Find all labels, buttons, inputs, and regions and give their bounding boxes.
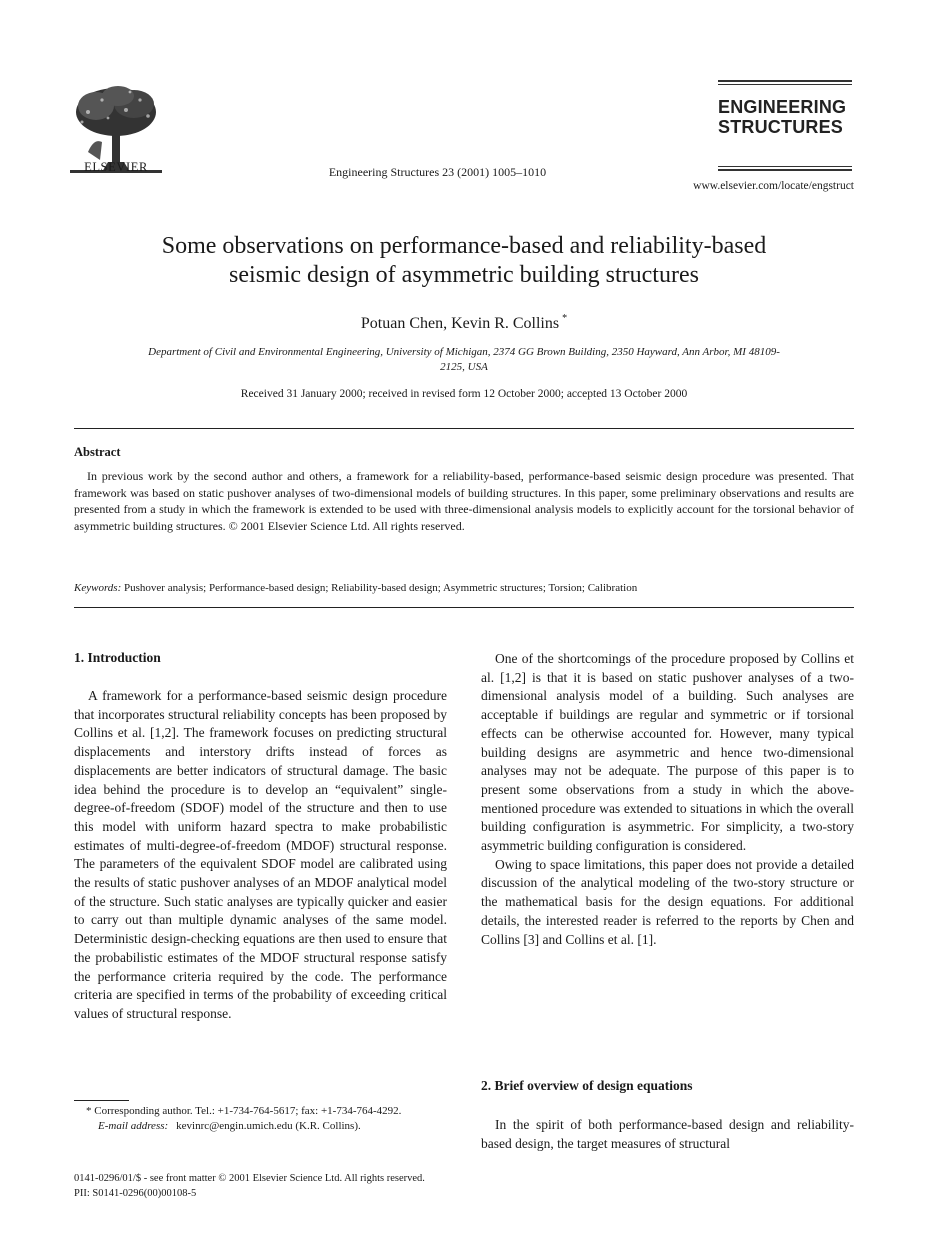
article-title [74,232,854,290]
publisher-name: ELSEVIER [84,160,148,174]
intro-paragraph-2: One of the shortcomings of the procedure proposed by Collins et al. [1,2] is that it is based on static pushover analyses of a two-dimensional analysis model of a building. Such analyses are acceptable if buildings are regular and symmetric or if torsional effects can be otherwise accounted for. However, many typical building designs are asymmetric and hence two-dimensional analyses may not be adequate. The purpose of this paper is to present some observations from a study in which the above-mentioned procedure was extended to situations in which the overall building configuration is asymmetric. For simplicity, a two-story asymmetric building configuration is considered. [481,651,854,854]
journal-logo-line-2: STRUCTURES [718,117,844,137]
abstract-text: In previous work by the second author and others, a framework for a reliability-based, performance-based seismic design procedure was presented. That framework was based on static pushover analyses of two-dimensional models of building structures. In this paper, some preliminary observations and results are presented from a study in which the framework is extended to be used with three-dimensional analysis models to explicitly account for the torsional behavior of asymmetric building structures. © 2001 Elsevier Science Ltd. All rights reserved. [74,469,854,533]
body-column-left [74,687,447,1024]
footnote-corresponding-author: * Corresponding author. Tel.: +1-734-764-5617; fax: +1-734-764-4292. [86,1105,402,1117]
pii-line: PII: S0141-0296(00)00108-5 [74,1188,197,1199]
author-list [74,313,854,333]
affiliation-line-2: 2125, USA [440,361,488,373]
journal-rule-top-thin [718,84,852,85]
abstract-bottom-rule [74,607,854,608]
page-footer [74,1171,634,1201]
journal-rule-bottom-thin [718,166,852,167]
journal-logo [718,97,852,137]
intro-paragraph-1: A framework for a performance-based seismic design procedure that incorporates structural reliability concepts has been proposed by Collins et al. [1,2]. The framework focuses on predicting structural displacements and interstory drifts instead of forces as displacements are better indicators of structural damage. The basic idea behind the procedure is to develop an “equivalent” single-degree-of-freedom (SDOF) model of the structure and then to use this model with uniform hazard spectra to make probabilistic estimates of multi-degree-of-freedom (MDOF) structural response. The parameters of the equivalent SDOF model are calibrated using the results of static pushover analyses of an MDOF analytical model of the structure. Such static analyses are typically quicker and easier to carry out than multiple dynamic analyses of the same model. Deterministic design-checking equations are then used to ensure that the probabilistic estimates of the MDOF structural response satisfy the performance criteria required by the code. The performance criteria are specified in terms of the probability of exceeding critical values of structural response. [74,688,447,1021]
journal-rule-bottom [718,169,852,171]
received-dates: Received 31 January 2000; received in revised form 12 October 2000; accepted 13 October 2000 [240,388,688,400]
copyright-line: 0141-0296/01/$ - see front matter © 2001 Elsevier Science Ltd. All rights reserved. [74,1173,425,1184]
body-column-right-section-2 [481,1116,854,1153]
keywords-label: Keywords: [74,582,122,594]
body-column-right [481,650,854,949]
email-address-link[interactable]: kevinrc@engin.umich.edu (K.R. Collins). [176,1120,361,1132]
title-line-2: seismic design of asymmetric building structures [229,262,699,288]
footnote-email [74,1119,447,1134]
abstract-top-rule [74,428,854,429]
journal-rule-top [718,80,852,82]
abstract-heading: Abstract [74,445,121,459]
title-line-1: Some observations on performance-based and reliability-based [161,233,767,259]
journal-url-link[interactable]: www.elsevier.com/locate/engstruct [693,180,854,192]
affiliation [74,345,854,375]
intro-paragraph-3: Owing to space limitations, this paper does not provide a detailed discussion of the analytical modeling of the two-story structure or the mathematical basis for the design equations. For additional details, the interested reader is referred to the reports by Chen and Collins [3] and Collins et al. [1]. [481,856,854,947]
affiliation-line-1: Department of Civil and Environmental Engineering, University of Michigan, 2374 GG Brown Building, 2350 Hayward, Ann Arbor, MI 48109- [148,346,780,358]
journal-logo-line-1: ENGINEERING [718,97,847,117]
authors-text: Potuan Chen, Kevin R. Collins [360,315,560,332]
keywords [74,582,854,594]
journal-citation: Engineering Structures 23 (2001) 1005–1010 [328,165,547,179]
keywords-list: Pushover analysis; Performance-based design; Reliability-based design; Asymmetric structures; Torsion; Calibration [124,582,638,594]
email-label: E-mail address: [98,1120,169,1132]
footnote [74,1104,447,1134]
footnote-rule [74,1100,129,1101]
corresponding-author-mark[interactable]: * [562,313,568,324]
sec2-paragraph-1: In the spirit of both performance-based design and reliability-based design, the target measures of structural [481,1117,854,1151]
section-heading-introduction: 1. Introduction [74,650,161,665]
section-heading-design-equations: 2. Brief overview of design equations [481,1078,693,1093]
